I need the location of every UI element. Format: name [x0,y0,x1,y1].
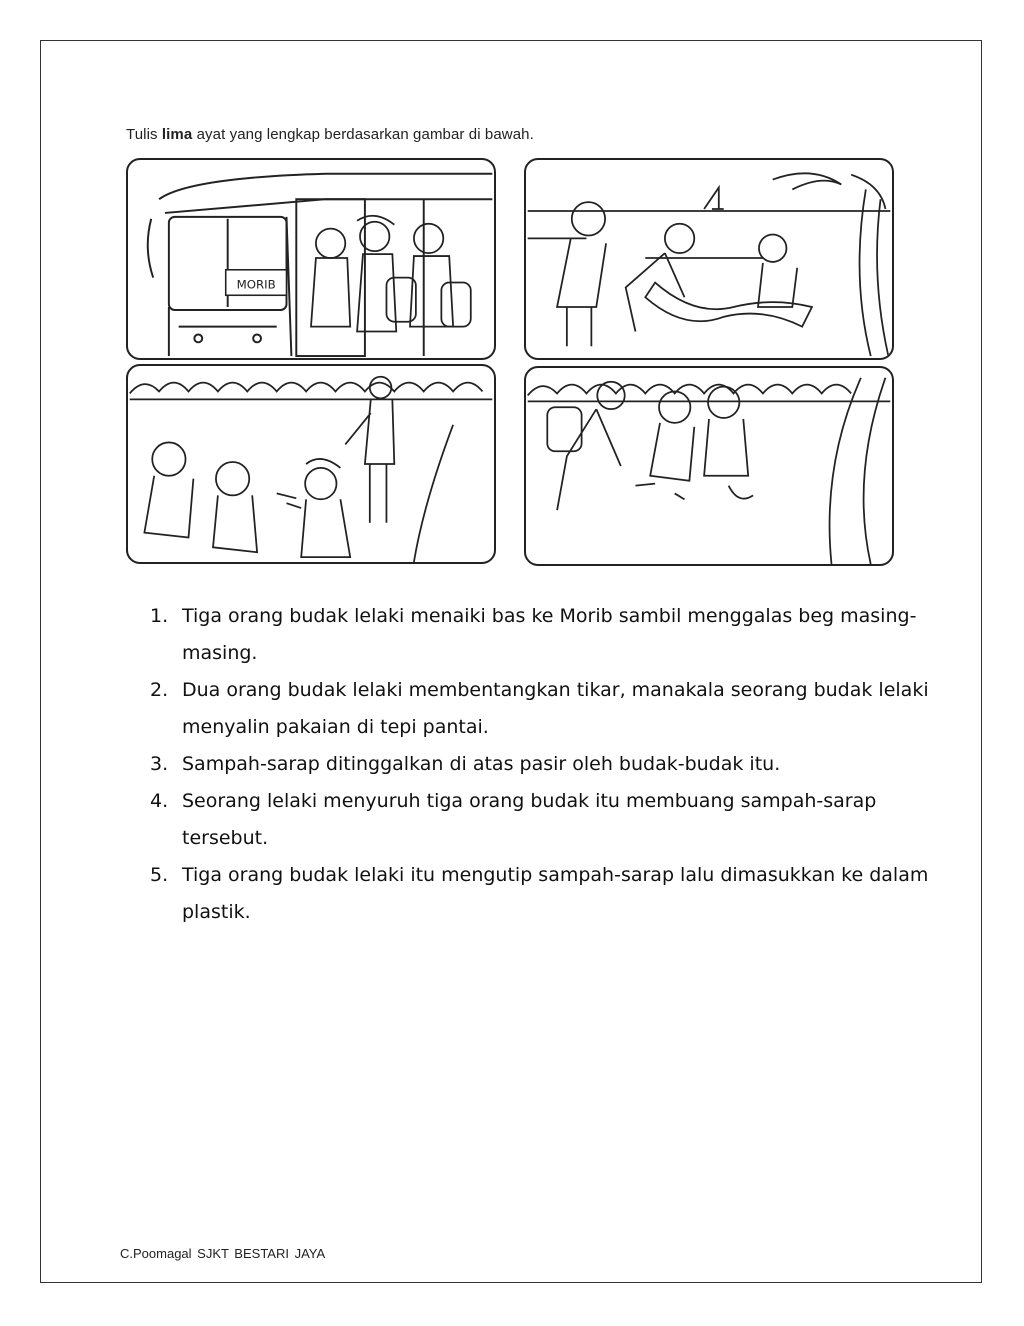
instruction-suffix: ayat yang lengkap berdasarkan gambar di bawah. [192,126,534,143]
answer-number: 2. [150,679,169,701]
answer-number: 5. [150,864,169,886]
footer-credit: C.Poomagal SJKT BESTARI JAYA [120,1246,326,1261]
answer-item [150,672,930,746]
picture-panel-bus [126,158,496,360]
picture-panel-litter [126,364,496,564]
answer-number: 3. [150,753,169,775]
answer-item [150,783,930,857]
answer-item [150,857,930,931]
answer-item [150,598,930,672]
answer-text: Tiga orang budak lelaki menaiki bas ke Morib sambil menggalas beg masing- masing. [182,605,917,664]
instruction-prefix: Tulis [126,126,162,143]
answer-text: Seorang lelaki menyuruh tiga orang budak itu membuang sampah-sarap tersebut. [182,790,877,849]
instruction-text [126,126,534,143]
answer-text: Tiga orang budak lelaki itu mengutip sampah-sarap lalu dimasukkan ke dalam plastik. [182,864,929,923]
picture-panel-beach-mat [524,158,894,360]
answer-number: 1. [150,605,169,627]
answer-text: Dua orang budak lelaki membentangkan tikar, manakala seorang budak lelaki menyalin pakaian di tepi pantai. [182,679,929,738]
answer-text: Sampah-sarap ditinggalkan di atas pasir oleh budak-budak itu. [182,753,781,775]
bus-sign-text: MORIB [236,277,276,292]
picture-panel-cleaning [524,366,894,566]
cleaning-scene-illustration [526,368,892,564]
answer-list [150,598,930,931]
bus-scene-illustration [128,160,494,358]
instruction-bold-word: lima [161,126,193,143]
answer-item [150,746,930,783]
litter-scene-illustration [128,366,494,562]
beach-mat-scene-illustration [526,160,892,358]
answer-number: 4. [150,790,169,812]
